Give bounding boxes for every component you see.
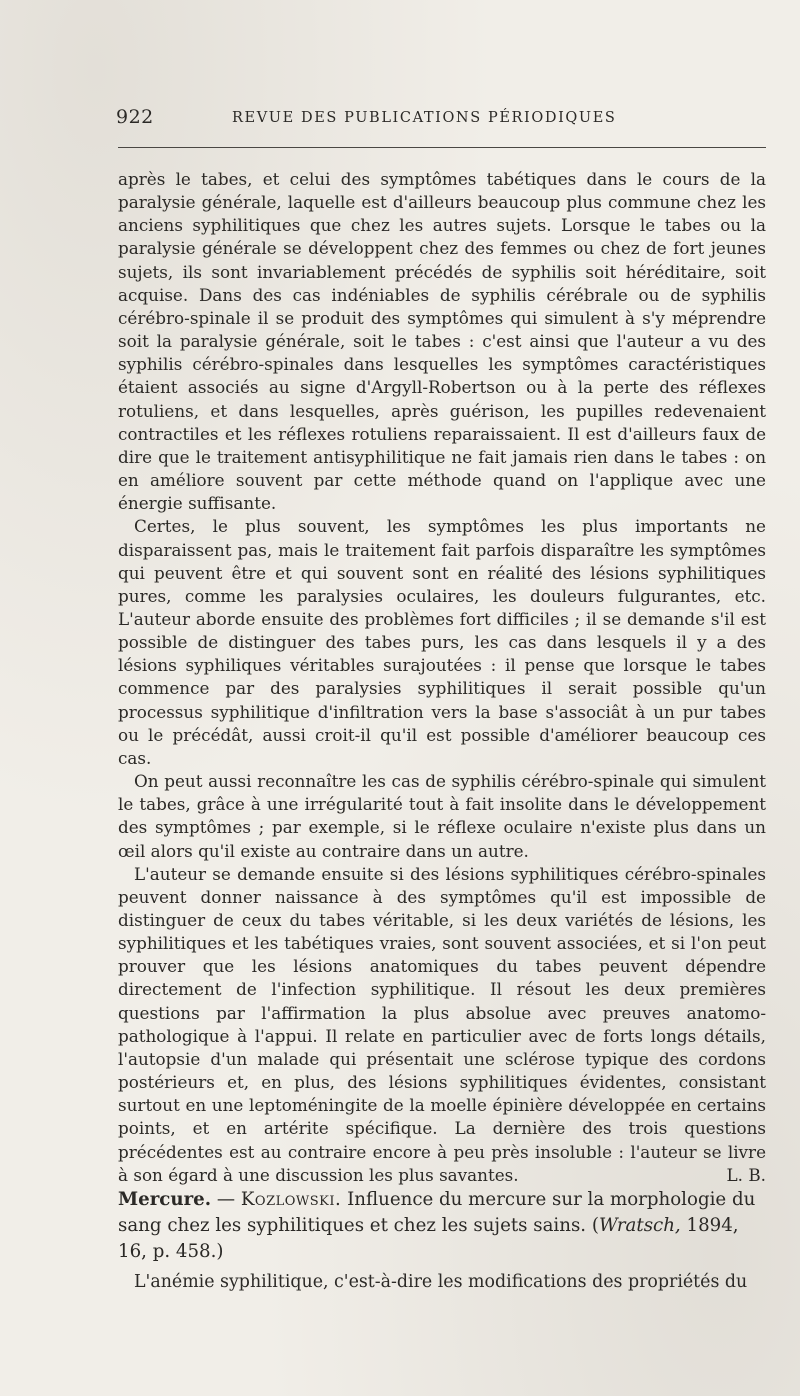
review-lead: L'anémie syphilitique, c'est-à-dire les modifications des propriétés du	[134, 1272, 748, 1292]
article-body	[118, 168, 766, 1187]
review-title: Influence du mercure sur la morphologie du sang chez les syphilitiques et chez les sujets sains. (	[118, 1189, 756, 1236]
review-keyword: Mercure.	[118, 1189, 212, 1210]
paragraph-4	[118, 863, 766, 1187]
review-dash: —	[211, 1189, 241, 1210]
page-number: 922	[116, 106, 154, 128]
signature: L. B.	[726, 1164, 766, 1185]
review-journal: Wratsch,	[598, 1215, 681, 1236]
review-entry	[118, 1187, 766, 1295]
review-heading	[118, 1187, 766, 1265]
running-title: REVUE DES PUBLICATIONS PÉRIODIQUES	[232, 110, 617, 126]
paragraph-1: après le tabes, et celui des symptômes tabétiques dans le cours de la paralysie générale, laquelle est d'ailleurs beaucoup plus commune chez les anciens syphilitiques que chez les autres sujets. Lorsque le tabes ou la paralysie générale se développent chez des femmes ou chez de fort jeunes sujets, ils sont invariablement précédés de syphilis soit héréditaire, soit acquise. Dans des cas indéniables de syphilis cérébrale ou de syphilis cérébro-spinale il se produit des symptômes qui simulent à s'y méprendre soit la paralysie générale, soit le tabes : c'est ainsi que l'auteur a vu des syphilis cérébro-spinales dans lesquelles les symptômes caractéristiques étaient associés au signe d'Argyll-Robertson ou à la perte des réflexes rotuliens, et dans lesquelles, après guérison, les pupilles redevenaient contractiles et les réflexes rotuliens reparaissaient. Il est d'ailleurs faux de dire que le traitement antisyphilitique ne fait jamais rien dans le tabes : on en améliore souvent par cette méthode quand on l'applique avec une énergie suffisante.	[118, 169, 766, 514]
paragraph-3: On peut aussi reconnaître les cas de syphilis cérébro-spinale qui simulent le tabes, grâce à une irrégularité tout à fait insolite dans le développement des symptômes ; par exemple, si le réflexe oculaire n'existe plus dans un œil alors qu'il existe au contraire dans un autre.	[118, 771, 766, 861]
paragraph-2: Certes, le plus souvent, les symptômes les plus importants ne disparaissent pas, mais le traitement fait parfois disparaître les symptômes qui peuvent être et qui souvent sont en réalité des lésions syphilitiques pures, comme les paralysies oculaires, les douleurs fulgurantes, etc. L'auteur aborde ensuite des problèmes fort difficiles ; il se demande s'il est possible de distinguer des tabes purs, les cas dans lesquels il y a des lésions syphiliques véritables surajoutées : il pense que lorsque le tabes commence par des paralysies syphilitiques il serait possible qu'un processus syphilitique d'infiltration vers la base s'associât à un pur tabes ou le précédât, aussi croit-il qu'il est possible d'améliorer beaucoup ces cas.	[118, 516, 766, 768]
review-author: Kozlowski.	[240, 1189, 342, 1210]
paragraph-4-text: L'auteur se demande ensuite si des lésions syphilitiques cérébro-spinales peuvent donner naissance à des symptômes qu'il est impossible de distinguer de ceux du tabes véritable, si les deux variétés de lésions, les syphilitiques et les tabétiques vraies, sont souvent associées, et si l'on peut prouver que les lésions anatomiques du tabes peuvent dépendre directement de l'infection syphilitique. Il résout les deux premières questions par l'affirmation la plus absolue avec preuves anatomo-pathologique à l'appui. Il relate en particulier avec de forts longs détails, l'autopsie d'un malade qui présentait une sclérose typique des cordons postérieurs et, en plus, des lésions syphilitiques évidentes, consistant surtout en une leptoméningite de la moelle épinière développée en certains points, et en artérite spécifique. La dernière des trois questions précédentes est au contraire encore à peu près insoluble : l'auteur se livre à son égard à une discussion les plus savantes.	[118, 863, 766, 1185]
header-rule	[118, 147, 766, 148]
review-citation: 1894, 16, p. 458.)	[118, 1215, 739, 1262]
